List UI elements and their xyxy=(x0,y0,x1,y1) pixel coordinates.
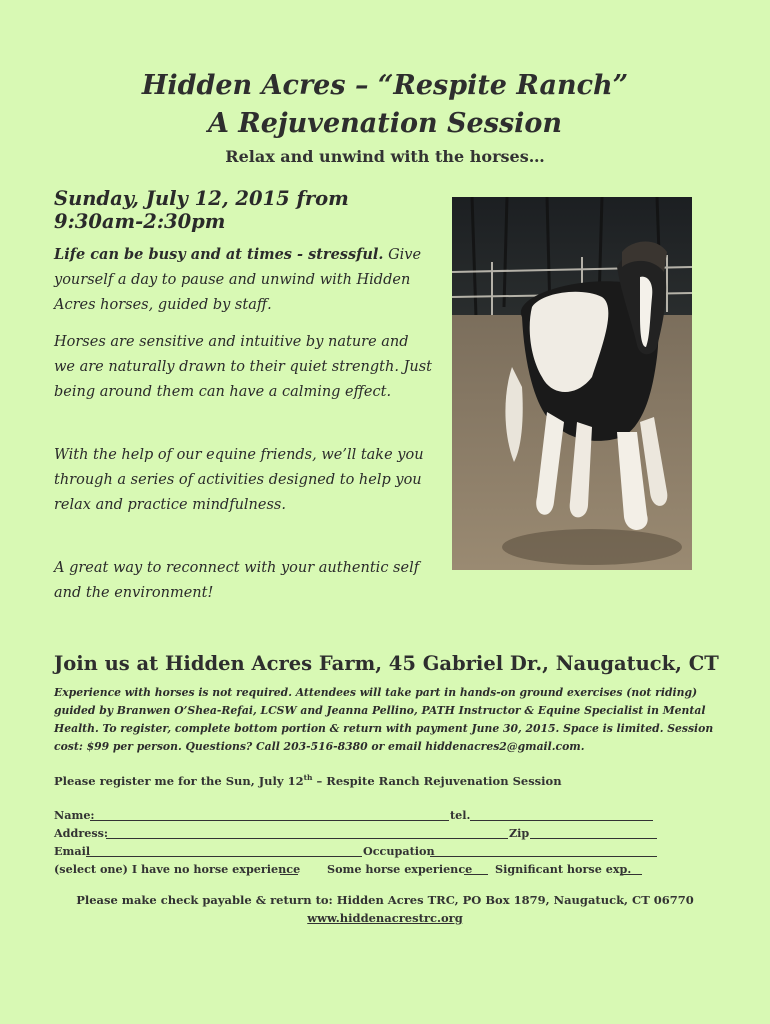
horses-paragraph: Horses are sensitive and intuitive by nature and we are naturally drawn to their quiet strength. Just being around them can have a calming effect. xyxy=(54,334,432,400)
horse-photo xyxy=(452,197,692,570)
occupation-field[interactable] xyxy=(430,844,657,857)
exp-none-field[interactable] xyxy=(280,862,298,875)
mail-instructions: Please make check payable & return to: Hidden Acres TRC, PO Box 1879, Naugatuck, CT 06770 xyxy=(76,893,694,907)
exp-none-label: (select one) I have no horse experience xyxy=(54,862,301,876)
tel-label: tel. xyxy=(450,808,471,822)
form-row-name xyxy=(54,808,658,824)
join-heading: Join us at Hidden Acres Farm, 45 Gabriel Dr., Naugatuck, CT xyxy=(54,652,719,675)
name-label: Name: xyxy=(54,808,95,822)
zip-field[interactable] xyxy=(530,826,657,839)
form-row-experience xyxy=(54,862,658,878)
activities-paragraph: With the help of our equine friends, we’ll take you through a series of activities designed to help you relax and practice mindfulness. xyxy=(54,447,424,513)
exp-significant-field[interactable] xyxy=(620,862,642,875)
zip-label: Zip xyxy=(509,826,530,840)
event-details: Experience with horses is not required. Attendees will take part in hands-on ground exercises (not riding) guided by Branwen O’Shea-Refai, LCSW and Jeanna Pellino, PATH Instructor & Equine Specialist in Mental Health. To register, complete bottom portion & return with payment June 30, 2015. Space is limited. Session cost: $99 per person. Questions? Call 203-516-8380 or email hiddenacres2@gmail.com. xyxy=(54,686,714,753)
tel-field[interactable] xyxy=(470,808,653,821)
exp-some-label: Some horse experience xyxy=(327,862,473,876)
event-date: Sunday, July 12, 2015 from 9:30am-2:30pm xyxy=(54,187,349,233)
flyer-subtitle: Relax and unwind with the horses… xyxy=(225,147,545,166)
reconnect-paragraph: A great way to reconnect with your authentic self and the environment! xyxy=(54,560,420,601)
form-row-email xyxy=(54,844,658,860)
address-field[interactable] xyxy=(106,826,508,839)
name-field[interactable] xyxy=(90,808,449,821)
address-label: Address: xyxy=(54,826,109,840)
flyer-title-line2: A Rejuvenation Session xyxy=(207,108,563,139)
email-field[interactable] xyxy=(86,844,362,857)
register-text-post: – Respite Ranch Rejuvenation Session xyxy=(312,773,562,788)
occupation-label: Occupation xyxy=(363,844,435,858)
form-row-address xyxy=(54,826,658,842)
register-text-sup: th xyxy=(303,773,313,782)
register-text-pre: Please register me for the Sun, July 12 xyxy=(54,773,304,788)
register-statement xyxy=(54,773,714,788)
website-link[interactable]: www.hiddenacrestrc.org xyxy=(307,911,463,925)
intro-rest: Give yourself a day to pause and unwind with Hidden Acres horses, guided by staff. xyxy=(54,247,422,313)
flyer-title-line1: Hidden Acres – “Respite Ranch” xyxy=(141,70,629,101)
email-label: Email xyxy=(54,844,91,858)
intro-paragraph xyxy=(54,242,434,318)
exp-significant-label: Significant horse exp. xyxy=(495,862,632,876)
intro-lead: Life can be busy and at times - stressful. xyxy=(54,246,384,263)
exp-some-field[interactable] xyxy=(464,862,488,875)
